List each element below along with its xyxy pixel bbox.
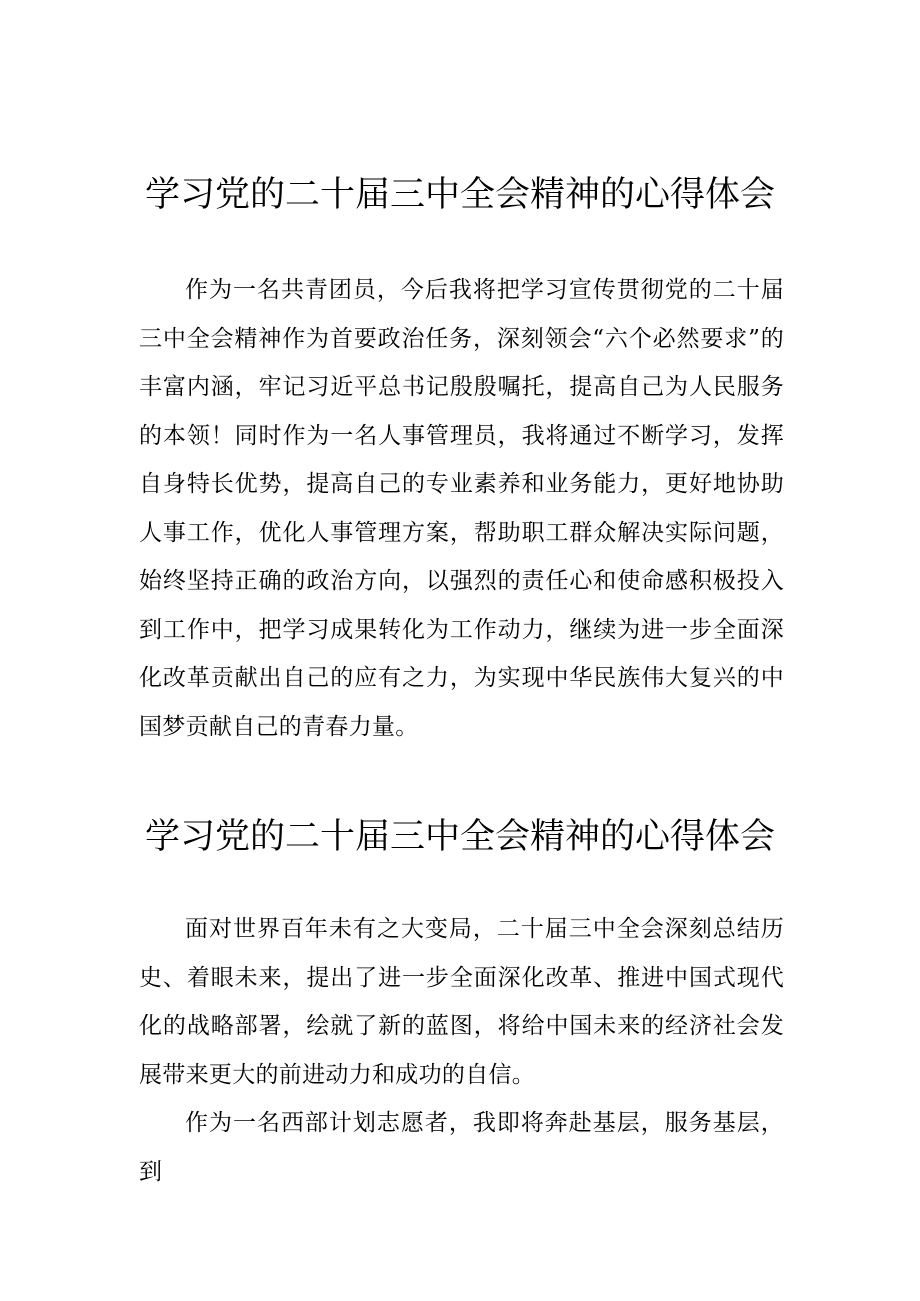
section-1-title: 学习党的二十届三中全会精神的心得体会 [144,175,775,215]
section-1-paragraph-1: 作为一名共青团员，今后我将把学习宣传贯彻党的二十届三中全会精神作为首要政治任务，深刻领会“六个必然要求”的丰富内涵，牢记习近平总书记殷殷嘱托，提高自己为人民服务的本领！同时作为一名人事管理员，我将通过不断学习，发挥自身特长优势，提高自己的专业素养和业务能力，更好地协助人事工作，优化人事管理方案，帮助职工群众解决实际问题，始终坚持正确的政治方向，以强烈的责任心和使命感积极投入到工作中，把学习成果转化为工作动力，继续为进一步全面深化改革贡献出自己的应有之力，为实现中华民族伟大复兴的中国梦贡献自己的青春力量。 [139,277,784,740]
section-2-paragraph-2: 作为一名西部计划志愿者，我即将奔赴基层，服务基层，到 [139,1110,784,1185]
section-2-paragraph-1: 面对世界百年未有之大变局，二十届三中全会深刻总结历史、着眼未来，提出了进一步全面深化改革、推进中国式现代化的战略部署，绘就了新的蓝图，将给中国未来的经济社会发展带来更大的前进动力和成功的自信。 [139,916,784,1088]
section-2-title: 学习党的二十届三中全会精神的心得体会 [144,817,775,857]
